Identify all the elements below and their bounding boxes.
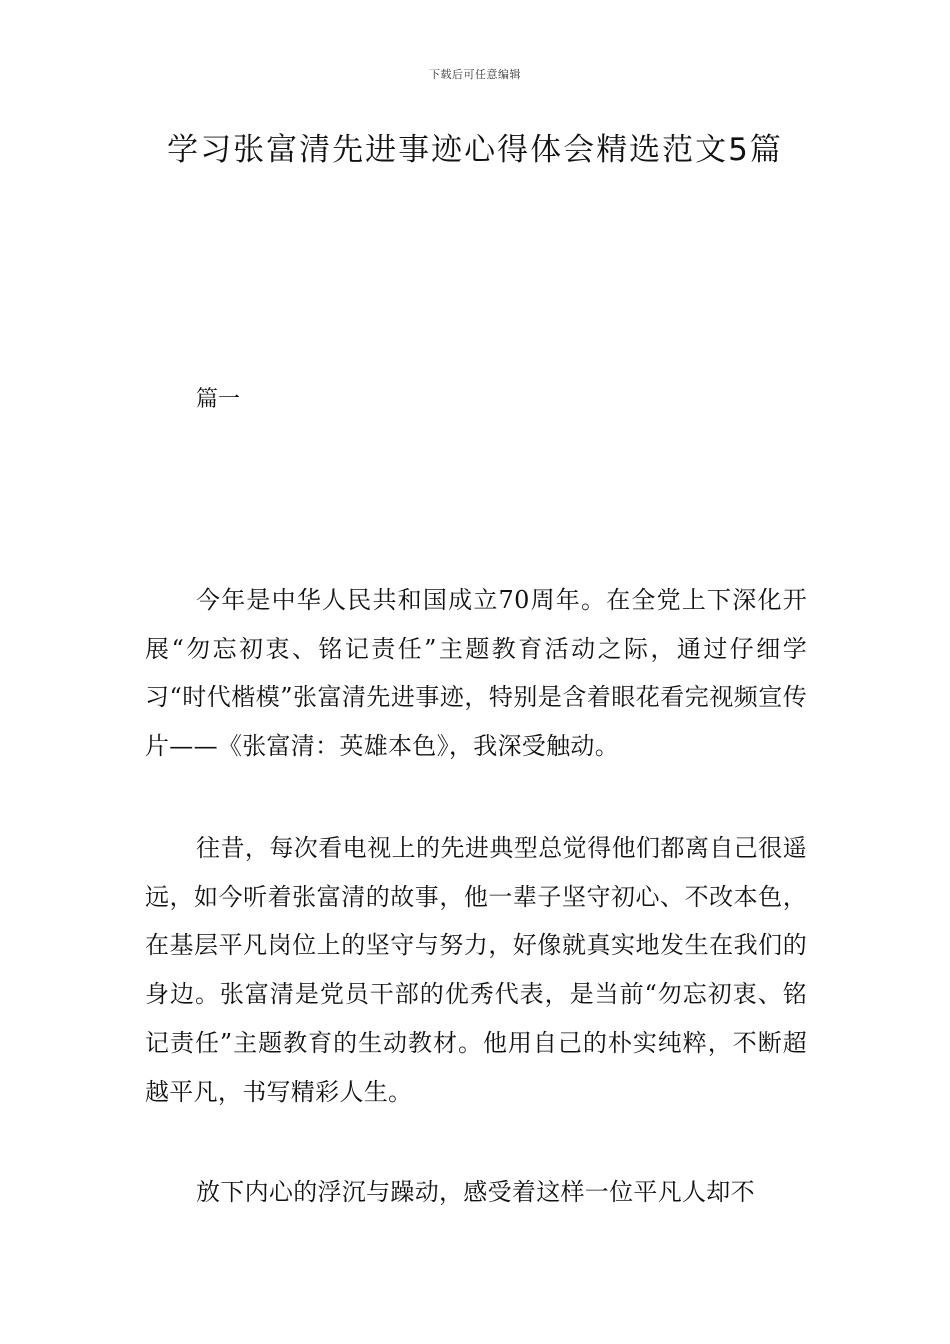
body-paragraph-2: 往昔，每次看电视上的先进典型总觉得他们都离自己很遥远，如今听着张富清的故事，他一辈子坚守初心、不改本色，在基层平凡岗位上的坚守与努力，好像就真实地发生在我们的身边。张富清是党员干部的优秀代表，是当前“勿忘初衷、铭记责任”主题教育的生动教材。他用自己的朴实纯粹，不断超越平凡，书写精彩人生。 — [145, 834, 807, 1106]
body-paragraph-1: 今年是中华人民共和国成立70周年。在全党上下深化开展“勿忘初衷、铭记责任”主题教育活动之际，通过仔细学习“时代楷模”张富清先进事迹，特别是含着眼花看完视频宣传片——《张富清：英雄本色》，我深受触动。 — [145, 586, 807, 761]
section-label: 篇一 — [196, 387, 241, 412]
header-note: 下载后可任意编辑 — [429, 68, 521, 81]
body-paragraph-3: 放下内心的浮沉与躁动，感受着这样一位平凡人却不 — [196, 1178, 755, 1206]
document-title: 学习张富清先进事迹心得体会精选范文5篇 — [167, 132, 783, 168]
